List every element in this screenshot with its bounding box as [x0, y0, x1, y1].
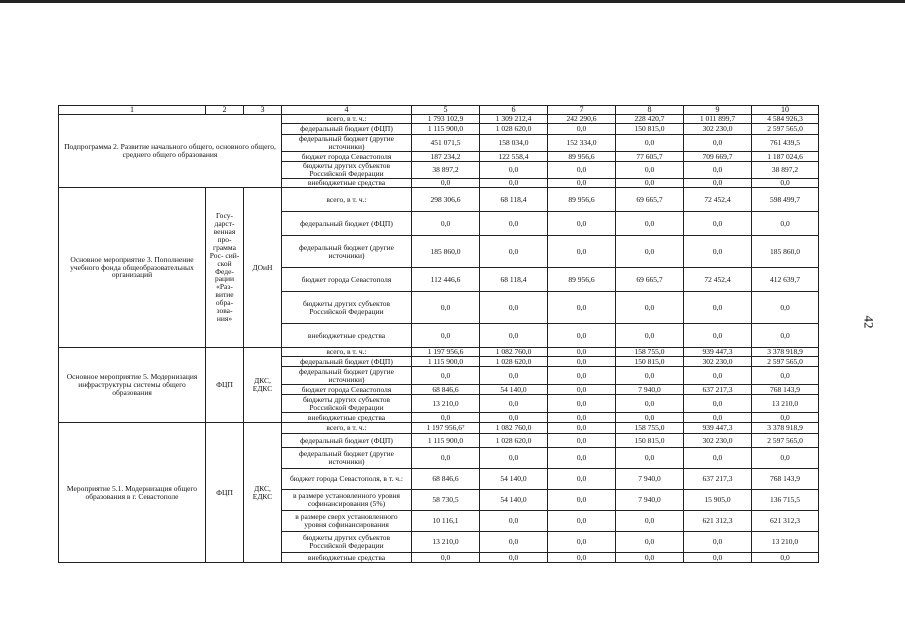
value-cell: 38 897,2	[752, 162, 819, 179]
value-cell: 302 230,0	[684, 434, 752, 448]
value-cell: 1 793 102,9	[412, 115, 480, 124]
column-header-1: 1	[59, 106, 206, 115]
column-header-6: 6	[480, 106, 548, 115]
funding-source-cell: федеральный бюджет (ФЦП)	[282, 434, 412, 448]
value-cell: 13 210,0	[752, 395, 819, 413]
value-cell: 54 140,0	[480, 469, 548, 490]
value-cell: 0,0	[684, 162, 752, 179]
header-row	[59, 106, 819, 115]
value-cell: 0,0	[684, 212, 752, 236]
value-cell: 0,0	[548, 212, 616, 236]
table-row	[59, 115, 819, 124]
value-cell: 0,0	[548, 423, 616, 434]
table-row	[59, 348, 819, 357]
column-header-4: 4	[282, 106, 412, 115]
value-cell: 0,0	[752, 179, 819, 188]
value-cell: 621 312,3	[684, 511, 752, 532]
value-cell: 0,0	[548, 367, 616, 385]
value-cell: 637 217,3	[684, 385, 752, 395]
funding-source-cell: федеральный бюджет (другие источники)	[282, 135, 412, 152]
value-cell: 0,0	[752, 553, 819, 563]
value-cell: 150 815,0	[616, 124, 684, 135]
column-header-7: 7	[548, 106, 616, 115]
value-cell: 0,0	[684, 413, 752, 423]
value-cell: 158 755,0	[616, 423, 684, 434]
table-body	[59, 106, 819, 563]
value-cell: 13 210,0	[412, 395, 480, 413]
budget-table	[58, 105, 819, 563]
column-header-5: 5	[412, 106, 480, 115]
section-name: Основное мероприятие 3. Пополнение учебного фонда общеобразовательных организаций	[59, 188, 206, 348]
value-cell: 7 940,0	[616, 385, 684, 395]
funding-source-cell: внебюджетные средства	[282, 553, 412, 563]
section-name: Основное мероприятие 5. Модернизация инфраструктуры системы общего образования	[59, 348, 206, 423]
value-cell: 1 028 620,0	[480, 124, 548, 135]
table-row	[59, 188, 819, 212]
value-cell: 0,0	[480, 292, 548, 324]
value-cell: 1 197 956,6⁷	[412, 423, 480, 434]
value-cell: 302 230,0	[684, 357, 752, 367]
value-cell: 2 597 565,0	[752, 434, 819, 448]
responsible-cell: ДОиН	[244, 188, 282, 348]
value-cell: 0,0	[616, 553, 684, 563]
value-cell: 54 140,0	[480, 385, 548, 395]
value-cell: 412 639,7	[752, 268, 819, 292]
value-cell: 68 118,4	[480, 268, 548, 292]
funding-source-cell: в размере установленного уровня софинансирования (5%)	[282, 490, 412, 511]
funding-source-cell: всего, в т. ч.:	[282, 115, 412, 124]
executor-cell: ФЦП	[206, 423, 244, 563]
value-cell: 0,0	[412, 413, 480, 423]
funding-source-cell: бюджеты других субъектов Российской Федерации	[282, 162, 412, 179]
value-cell: 637 217,3	[684, 469, 752, 490]
value-cell: 0,0	[616, 511, 684, 532]
value-cell: 621 312,3	[752, 511, 819, 532]
value-cell: 2 597 565,0	[752, 357, 819, 367]
value-cell: 0,0	[684, 553, 752, 563]
value-cell: 13 210,0	[752, 532, 819, 553]
funding-source-cell: бюджеты других субъектов Российской Федерации	[282, 292, 412, 324]
funding-source-cell: внебюджетные средства	[282, 413, 412, 423]
value-cell: 0,0	[480, 532, 548, 553]
value-cell: 709 669,7	[684, 152, 752, 162]
value-cell: 0,0	[480, 413, 548, 423]
funding-source-cell: внебюджетные средства	[282, 179, 412, 188]
value-cell: 0,0	[412, 448, 480, 469]
section-name: Мероприятие 5.1. Модернизация общего образования в г. Севастополе	[59, 423, 206, 563]
value-cell: 1 028 620,0	[480, 434, 548, 448]
funding-source-cell: внебюджетные средства	[282, 324, 412, 348]
responsible-cell: ДКС, ЕДКС	[244, 348, 282, 423]
funding-source-cell: всего, в т. ч.:	[282, 188, 412, 212]
value-cell: 69 665,7	[616, 268, 684, 292]
value-cell: 158 755,0	[616, 348, 684, 357]
value-cell: 1 082 760,0	[480, 423, 548, 434]
value-cell: 1 197 956,6	[412, 348, 480, 357]
funding-source-cell: федеральный бюджет (ФЦП)	[282, 124, 412, 135]
value-cell: 1 115 900,0	[412, 434, 480, 448]
value-cell: 228 420,7	[616, 115, 684, 124]
value-cell: 0,0	[752, 324, 819, 348]
value-cell: 1 115 900,0	[412, 124, 480, 135]
value-cell: 77 605,7	[616, 152, 684, 162]
column-header-2: 2	[206, 106, 244, 115]
value-cell: 0,0	[480, 511, 548, 532]
value-cell: 0,0	[548, 124, 616, 135]
value-cell: 10 116,1	[412, 511, 480, 532]
funding-source-cell: всего, в т. ч.:	[282, 423, 412, 434]
value-cell: 122 558,4	[480, 152, 548, 162]
value-cell: 0,0	[548, 413, 616, 423]
funding-source-cell: бюджет города Севастополя	[282, 152, 412, 162]
value-cell: 0,0	[684, 448, 752, 469]
funding-source-cell: федеральный бюджет (другие источники)	[282, 367, 412, 385]
value-cell: 0,0	[548, 511, 616, 532]
funding-source-cell: федеральный бюджет (другие источники)	[282, 236, 412, 268]
value-cell: 89 956,6	[548, 268, 616, 292]
value-cell: 1 187 024,6	[752, 152, 819, 162]
value-cell: 0,0	[412, 324, 480, 348]
executor-cell: ФЦП	[206, 348, 244, 423]
page-number: 42	[861, 315, 877, 329]
value-cell: 0,0	[616, 236, 684, 268]
value-cell: 0,0	[548, 490, 616, 511]
value-cell: 1 011 899,7	[684, 115, 752, 124]
column-header-9: 9	[684, 106, 752, 115]
funding-source-cell: бюджет города Севастополя	[282, 268, 412, 292]
value-cell: 302 230,0	[684, 124, 752, 135]
scan-edge	[0, 0, 905, 3]
value-cell: 1 028 620,0	[480, 357, 548, 367]
value-cell: 451 071,5	[412, 135, 480, 152]
funding-source-cell: бюджет города Севастополя, в т. ч.:	[282, 469, 412, 490]
value-cell: 1 115 900,0	[412, 357, 480, 367]
value-cell: 0,0	[480, 324, 548, 348]
value-cell: 0,0	[548, 532, 616, 553]
value-cell: 0,0	[412, 179, 480, 188]
value-cell: 0,0	[412, 212, 480, 236]
value-cell: 0,0	[616, 292, 684, 324]
value-cell: 0,0	[548, 434, 616, 448]
value-cell: 0,0	[412, 292, 480, 324]
value-cell: 68 118,4	[480, 188, 548, 212]
table-row	[59, 423, 819, 434]
value-cell: 69 665,7	[616, 188, 684, 212]
value-cell: 0,0	[684, 532, 752, 553]
value-cell: 0,0	[684, 395, 752, 413]
funding-source-cell: федеральный бюджет (другие источники)	[282, 448, 412, 469]
funding-source-cell: бюджеты других субъектов Российской Федерации	[282, 395, 412, 413]
value-cell: 242 290,6	[548, 115, 616, 124]
value-cell: 0,0	[616, 413, 684, 423]
value-cell: 0,0	[684, 367, 752, 385]
value-cell: 112 446,6	[412, 268, 480, 292]
value-cell: 0,0	[616, 395, 684, 413]
funding-source-cell: бюджет города Севастополя	[282, 385, 412, 395]
value-cell: 0,0	[548, 385, 616, 395]
value-cell: 0,0	[616, 162, 684, 179]
value-cell: 0,0	[752, 448, 819, 469]
value-cell: 3 378 918,9	[752, 348, 819, 357]
value-cell: 2 597 565,0	[752, 124, 819, 135]
value-cell: 0,0	[480, 395, 548, 413]
value-cell: 68 846,6	[412, 385, 480, 395]
value-cell: 939 447,3	[684, 348, 752, 357]
value-cell: 68 846,6	[412, 469, 480, 490]
value-cell: 38 897,2	[412, 162, 480, 179]
value-cell: 0,0	[616, 135, 684, 152]
value-cell: 89 956,6	[548, 152, 616, 162]
value-cell: 0,0	[548, 357, 616, 367]
value-cell: 150 815,0	[616, 357, 684, 367]
value-cell: 0,0	[548, 553, 616, 563]
value-cell: 0,0	[480, 553, 548, 563]
value-cell: 598 499,7	[752, 188, 819, 212]
value-cell: 13 210,0	[412, 532, 480, 553]
value-cell: 0,0	[684, 135, 752, 152]
value-cell: 0,0	[548, 448, 616, 469]
value-cell: 939 447,3	[684, 423, 752, 434]
value-cell: 152 334,0	[548, 135, 616, 152]
value-cell: 1 309 212,4	[480, 115, 548, 124]
value-cell: 0,0	[752, 367, 819, 385]
responsible-cell: ДКС, ЕДКС	[244, 423, 282, 563]
value-cell: 0,0	[616, 212, 684, 236]
value-cell: 0,0	[548, 469, 616, 490]
value-cell: 0,0	[616, 179, 684, 188]
value-cell: 185 860,0	[752, 236, 819, 268]
value-cell: 0,0	[616, 448, 684, 469]
value-cell: 0,0	[548, 395, 616, 413]
value-cell: 158 034,0	[480, 135, 548, 152]
value-cell: 0,0	[412, 553, 480, 563]
value-cell: 0,0	[480, 162, 548, 179]
value-cell: 0,0	[616, 532, 684, 553]
funding-source-cell: бюджеты других субъектов Российской Федерации	[282, 532, 412, 553]
value-cell: 0,0	[548, 324, 616, 348]
value-cell: 136 715,5	[752, 490, 819, 511]
value-cell: 187 234,2	[412, 152, 480, 162]
value-cell: 0,0	[480, 179, 548, 188]
value-cell: 3 378 918,9	[752, 423, 819, 434]
value-cell: 72 452,4	[684, 268, 752, 292]
funding-source-cell: в размере сверх установленного уровня софинансирования	[282, 511, 412, 532]
value-cell: 58 730,5	[412, 490, 480, 511]
value-cell: 72 452,4	[684, 188, 752, 212]
value-cell: 768 143,9	[752, 385, 819, 395]
value-cell: 7 940,0	[616, 469, 684, 490]
funding-source-cell: всего, в т. ч.:	[282, 348, 412, 357]
value-cell: 0,0	[752, 292, 819, 324]
value-cell: 0,0	[412, 367, 480, 385]
value-cell: 0,0	[480, 448, 548, 469]
value-cell: 0,0	[684, 292, 752, 324]
value-cell: 0,0	[480, 367, 548, 385]
funding-source-cell: федеральный бюджет (ФЦП)	[282, 212, 412, 236]
value-cell: 0,0	[480, 236, 548, 268]
column-header-8: 8	[616, 106, 684, 115]
column-header-3: 3	[244, 106, 282, 115]
value-cell: 0,0	[616, 324, 684, 348]
value-cell: 298 306,6	[412, 188, 480, 212]
value-cell: 15 905,0	[684, 490, 752, 511]
column-header-10: 10	[752, 106, 819, 115]
value-cell: 761 439,5	[752, 135, 819, 152]
value-cell: 768 143,9	[752, 469, 819, 490]
value-cell: 1 082 760,0	[480, 348, 548, 357]
value-cell: 0,0	[548, 292, 616, 324]
funding-source-cell: федеральный бюджет (ФЦП)	[282, 357, 412, 367]
value-cell: 0,0	[684, 324, 752, 348]
value-cell: 4 584 926,3	[752, 115, 819, 124]
value-cell: 0,0	[616, 367, 684, 385]
value-cell: 0,0	[752, 413, 819, 423]
value-cell: 0,0	[684, 179, 752, 188]
value-cell: 0,0	[752, 212, 819, 236]
value-cell: 185 860,0	[412, 236, 480, 268]
value-cell: 89 956,6	[548, 188, 616, 212]
value-cell: 0,0	[548, 179, 616, 188]
value-cell: 0,0	[548, 236, 616, 268]
value-cell: 0,0	[548, 348, 616, 357]
value-cell: 0,0	[684, 236, 752, 268]
value-cell: 0,0	[548, 162, 616, 179]
value-cell: 0,0	[480, 212, 548, 236]
value-cell: 54 140,0	[480, 490, 548, 511]
executor-cell: Госу- дарст- венная про- грамма Рос- сий- ской Феде- рации «Раз- витие обра- зова- ния»	[206, 188, 244, 348]
value-cell: 150 815,0	[616, 434, 684, 448]
section-name: Подпрограмма 2. Развитие начального общего, основного общего, среднего общего образования	[59, 115, 282, 188]
value-cell: 7 940,0	[616, 490, 684, 511]
